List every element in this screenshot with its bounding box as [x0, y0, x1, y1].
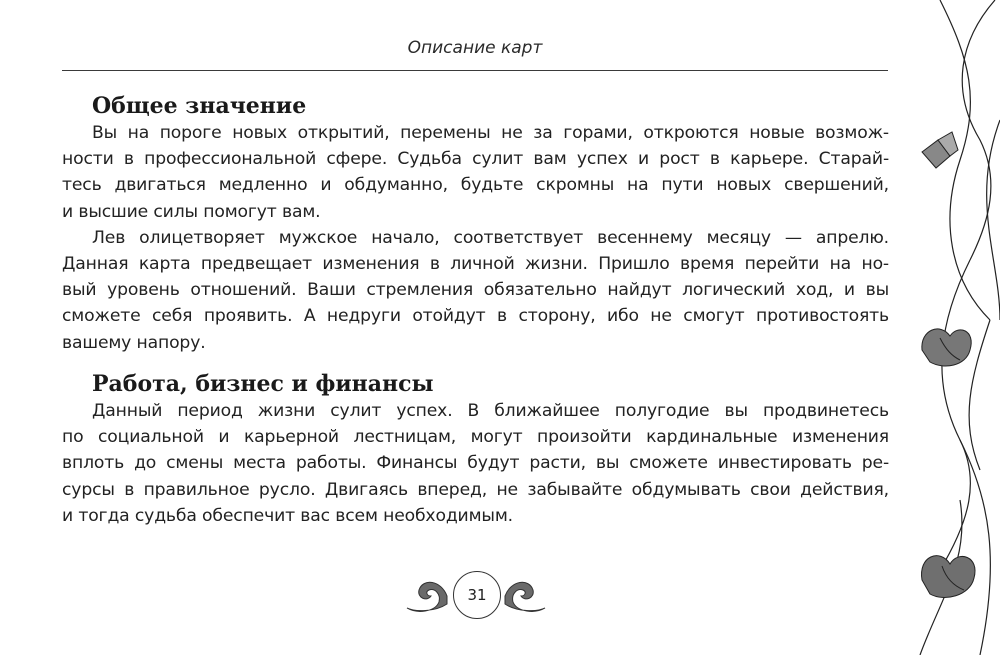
text-line: сможете себя проявить. А недруги отойдут в сторону, ибо не смогут противостоять	[62, 306, 889, 327]
text-line: Данная карта предвещает изменения в личной жизни. Пришло время перейти на но-	[62, 254, 889, 275]
header-rule	[62, 70, 888, 71]
text-line: ности в профессиональной сфере. Судьба сулит вам успех и рост в карьере. Старай-	[62, 149, 889, 170]
text-line: Данный период жизни сулит успех. В ближайшее полугодие вы продвинетесь	[92, 401, 889, 421]
running-title: Описание карт	[407, 38, 543, 58]
text-line: по социальной и карьерной лестницам, могут произойти кардинальные изменения	[62, 427, 889, 448]
text-line: тесь двигаться медленно и обдуманно, будьте скромны на пути новых свершений,	[62, 175, 889, 196]
text-line: и высшие силы помогут вам.	[62, 201, 321, 222]
page-number: 31	[453, 571, 501, 619]
text-line: вый уровень отношений. Ваши стремления обязательно найдут логический ход, и вы	[62, 280, 889, 301]
section-general-meaning	[62, 92, 889, 356]
paragraph-3	[62, 398, 889, 529]
text-line: Вы на пороге новых открытий, перемены не за горами, откроются новые возмож-	[92, 123, 889, 143]
section-heading-general-meaning: Общее значение	[92, 93, 307, 119]
text-line: вплоть до смены места работы. Финансы будут расти, вы сможете инвестировать ре-	[62, 453, 889, 474]
page-number-ornament	[405, 566, 547, 622]
paragraph-2	[62, 225, 889, 356]
text-line: вашему напору.	[62, 332, 206, 353]
text-line: сурсы в правильное русло. Двигаясь вперед, не забывайте обдумывать свои действия,	[62, 479, 889, 500]
section-work-business-finance	[62, 370, 889, 529]
section-heading-work-business-finance: Работа, бизнес и финансы	[92, 371, 434, 397]
text-line: и тогда судьба обеспечит вас всем необходимым.	[62, 505, 513, 526]
text-line: Лев олицетворяет мужское начало, соответствует весеннему месяцу — апрелю.	[92, 227, 889, 248]
floral-vine-ornament-icon	[900, 0, 1000, 655]
paragraph-1	[62, 120, 889, 225]
